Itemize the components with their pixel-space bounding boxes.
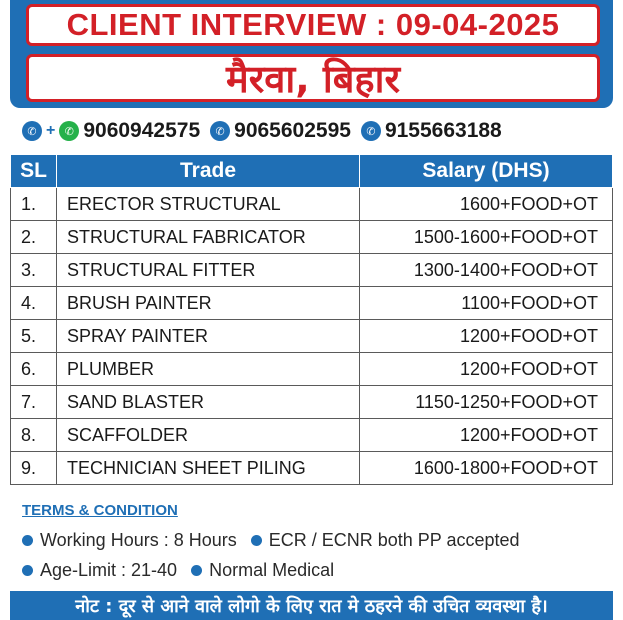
contact-number[interactable]: 9060942575 [83,119,201,142]
row-sl: 8. [11,419,57,452]
row-sl: 9. [11,452,57,485]
term-item [22,530,237,551]
bullet-icon [191,565,202,576]
table-row [11,254,613,287]
row-salary: 1600+FOOD+OT [360,188,613,221]
interview-title: CLIENT INTERVIEW : 09-04-2025 [26,4,600,46]
contact-3[interactable] [361,119,502,143]
phone-icon: ✆ [210,121,230,141]
row-salary: 1200+FOOD+OT [360,353,613,386]
bullet-icon [251,535,262,546]
interview-location: मैरवा, बिहार [26,54,600,102]
header-sl: SL [11,155,57,188]
row-salary: 1200+FOOD+OT [360,320,613,353]
row-trade: SPRAY PAINTER [57,320,360,353]
row-sl: 1. [11,188,57,221]
table-row [11,287,613,320]
bullet-icon [22,535,33,546]
header-trade: Trade [57,155,360,188]
row-salary: 1300-1400+FOOD+OT [360,254,613,287]
row-trade: SAND BLASTER [57,386,360,419]
row-trade: BRUSH PAINTER [57,287,360,320]
row-sl: 2. [11,221,57,254]
terms-row [22,530,520,551]
footer-note: नोट : दूर से आने वाले लोगो के लिए रात मे ठहरने की उचित व्यवस्था है। [10,591,613,620]
term-text: ECR / ECNR both PP accepted [268,530,520,550]
row-salary: 1600-1800+FOOD+OT [360,452,613,485]
phone-icon: ✆ [22,121,42,141]
row-salary: 1100+FOOD+OT [360,287,613,320]
row-sl: 3. [11,254,57,287]
table-row [11,452,613,485]
phone-icon: ✆ [361,121,381,141]
row-sl: 6. [11,353,57,386]
bullet-icon [22,565,33,576]
header-salary: Salary (DHS) [360,155,613,188]
table-row [11,320,613,353]
term-item [191,560,334,581]
table-row [11,386,613,419]
row-trade: TECHNICIAN SHEET PILING [57,452,360,485]
plus-icon: + [46,122,56,139]
term-text: Age-Limit : 21-40 [40,560,178,580]
row-salary: 1500-1600+FOOD+OT [360,221,613,254]
contact-2[interactable] [210,119,351,143]
row-trade: ERECTOR STRUCTURAL [57,188,360,221]
table-row [11,353,613,386]
contact-numbers [22,116,612,146]
row-salary: 1200+FOOD+OT [360,419,613,452]
row-sl: 5. [11,320,57,353]
trades-table [10,154,613,485]
row-trade: SCAFFOLDER [57,419,360,452]
table-header-row [11,155,613,188]
table-row [11,221,613,254]
row-salary: 1150-1250+FOOD+OT [360,386,613,419]
term-text: Normal Medical [209,560,335,580]
terms-title: TERMS & CONDITION [22,502,178,519]
table-row [11,188,613,221]
row-trade: STRUCTURAL FABRICATOR [57,221,360,254]
terms-row [22,560,334,581]
row-trade: STRUCTURAL FITTER [57,254,360,287]
term-item [22,560,177,581]
table-row [11,419,613,452]
row-sl: 4. [11,287,57,320]
row-trade: PLUMBER [57,353,360,386]
whatsapp-icon: ✆ [59,121,79,141]
term-item [251,530,520,551]
contact-number[interactable]: 9155663188 [384,119,502,142]
row-sl: 7. [11,386,57,419]
term-text: Working Hours : 8 Hours [40,530,237,550]
contact-1[interactable] [22,119,200,143]
contact-number[interactable]: 9065602595 [234,119,351,142]
